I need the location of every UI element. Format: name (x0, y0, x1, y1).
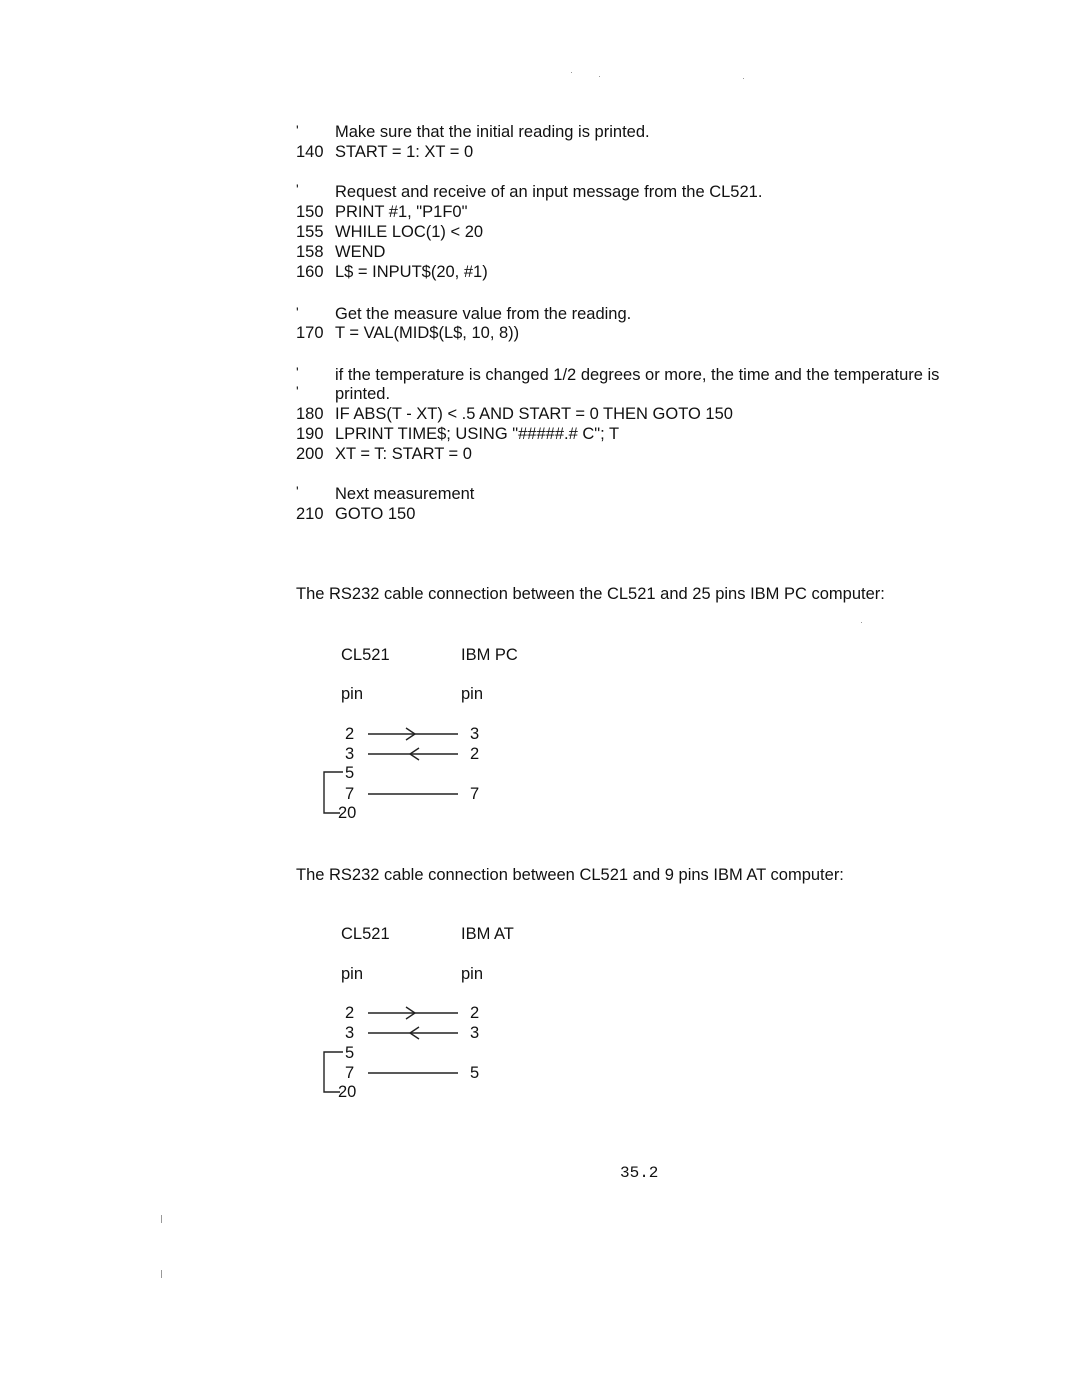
line-number: 210 (296, 505, 324, 523)
right-pin: 7 (470, 785, 480, 803)
left-pin-header: pin (341, 685, 364, 703)
left-pin: 5 (345, 764, 355, 782)
line-number: 140 (296, 143, 324, 161)
scan-speck (161, 1270, 162, 1278)
scan-speck (571, 72, 572, 73)
left-pin: 3 (345, 745, 355, 763)
right-pin: 2 (470, 745, 480, 763)
code-statement: L$ = INPUT$(20, #1) (335, 263, 488, 281)
code-statement: IF ABS(T - XT) < .5 AND START = 0 THEN GOTO 150 (335, 405, 733, 423)
line-number: 160 (296, 263, 324, 281)
left-pin-header: pin (341, 965, 364, 983)
scan-speck (743, 78, 744, 79)
left-pin: 5 (345, 1044, 355, 1062)
left-pin: 3 (345, 1024, 355, 1042)
comment-marker: ' (296, 181, 299, 197)
left-pin: 20 (338, 1083, 357, 1101)
line-number: 150 (296, 203, 324, 221)
line-number: 190 (296, 425, 324, 443)
left-device-title: CL521 (341, 646, 390, 664)
left-pin: 7 (345, 785, 355, 803)
comment-marker: ' (296, 122, 299, 138)
page-number: 35.2 (620, 1164, 659, 1182)
loopback-bracket (324, 772, 343, 813)
code-statement: WHILE LOC(1) < 20 (335, 223, 484, 241)
right-device-title: IBM PC (461, 646, 518, 664)
code-comment: if the temperature is changed 1/2 degrees or more, the time and the temperature is (335, 366, 940, 384)
comment-marker: ' (296, 383, 299, 399)
code-statement: PRINT #1, "P1F0" (335, 203, 468, 221)
line-number: 170 (296, 324, 324, 342)
line-number: 200 (296, 445, 324, 463)
code-statement: LPRINT TIME$; USING "#####.# C"; T (335, 425, 620, 443)
right-pin: 5 (470, 1064, 480, 1082)
line-number: 158 (296, 243, 324, 261)
comment-marker: ' (296, 304, 299, 320)
code-statement: GOTO 150 (335, 505, 416, 523)
code-comment: Get the measure value from the reading. (335, 305, 632, 323)
right-pin-header: pin (461, 965, 484, 983)
left-pin: 2 (345, 1004, 355, 1022)
left-device-title: CL521 (341, 925, 390, 943)
code-statement: XT = T: START = 0 (335, 445, 472, 463)
left-pin: 20 (338, 804, 357, 822)
right-pin: 3 (470, 725, 480, 743)
right-pin-header: pin (461, 685, 484, 703)
line-number: 180 (296, 405, 324, 423)
scan-speck (861, 622, 862, 623)
code-statement: WEND (335, 243, 386, 261)
left-pin: 2 (345, 725, 355, 743)
scan-speck (161, 1215, 162, 1223)
diagram-caption: The RS232 cable connection between CL521 and 9 pins IBM AT computer: (296, 866, 844, 884)
comment-marker: ' (296, 483, 299, 499)
comment-marker: ' (296, 364, 299, 380)
code-comment: Next measurement (335, 485, 475, 503)
code-comment: Make sure that the initial reading is printed. (335, 123, 650, 141)
right-pin: 3 (470, 1024, 480, 1042)
scan-speck (599, 76, 600, 77)
code-comment: Request and receive of an input message from the CL521. (335, 183, 763, 201)
right-pin: 2 (470, 1004, 480, 1022)
right-device-title: IBM AT (461, 925, 514, 943)
diagram-caption: The RS232 cable connection between the CL521 and 25 pins IBM PC computer: (296, 585, 885, 603)
left-pin: 7 (345, 1064, 355, 1082)
code-comment: printed. (335, 385, 391, 403)
code-statement: T = VAL(MID$(L$, 10, 8)) (335, 324, 520, 342)
code-statement: START = 1: XT = 0 (335, 143, 474, 161)
line-number: 155 (296, 223, 324, 241)
